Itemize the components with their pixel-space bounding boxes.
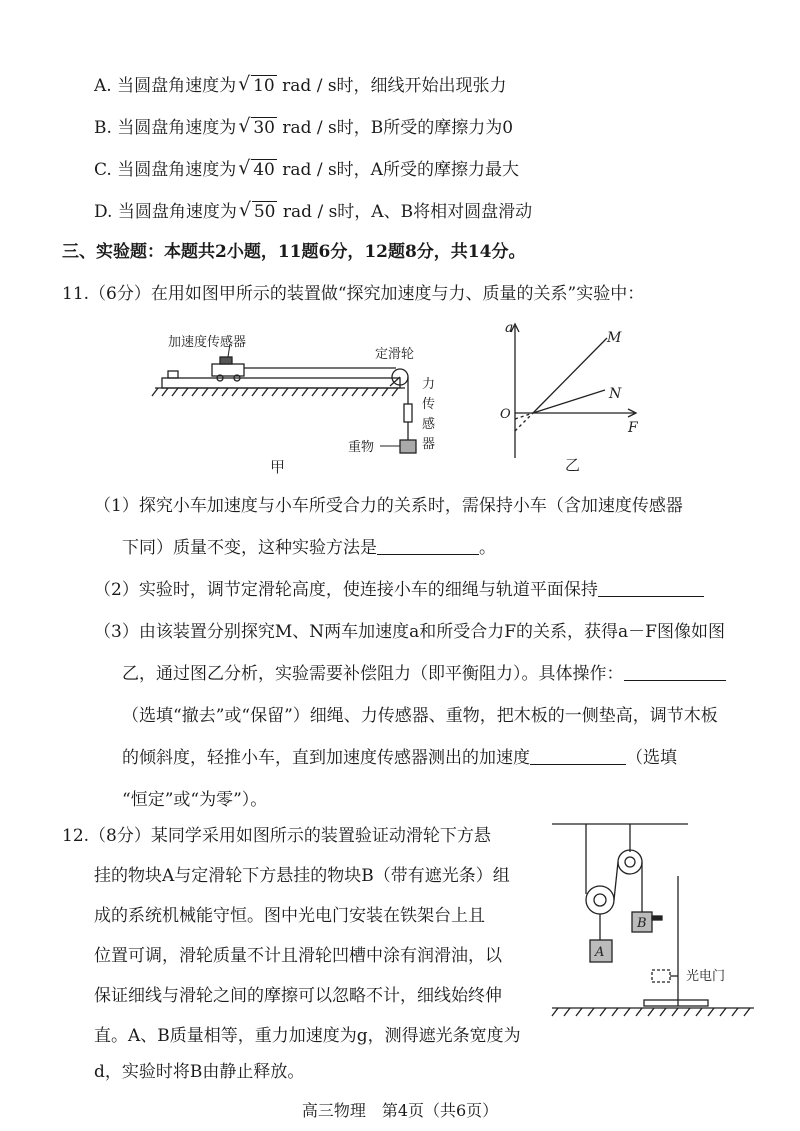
weight-block: [400, 440, 416, 453]
label-force-4: 器: [422, 437, 436, 452]
label-a: A: [595, 945, 605, 960]
q11-stem: 11.（6分）在用如图甲所示的装置做“探究加速度与力、质量的关系”实验中：: [62, 284, 645, 304]
q12-line-3: 成的系统机械能守恒。图中光电门安装在铁架台上且: [94, 906, 485, 926]
board: [162, 378, 400, 388]
answer-blank[interactable]: [377, 536, 479, 555]
q11-part2: （2）实验时，调节定滑轮高度，使连接小车的细绳与轨道平面保持: [94, 578, 704, 602]
cart: [212, 364, 244, 376]
label-fixed-pulley: 定滑轮: [375, 347, 415, 362]
option-c: C. 当圆盘角速度为 √ 40 rad / s时，A所受的摩擦力最大: [94, 157, 519, 180]
q11-part3-line1: （3）由该装置分别探究M、N两车加速度a和所受合力F的关系，获得a－F图像如图: [94, 622, 725, 642]
board-stopper: [168, 371, 178, 378]
q11-part3-line5: “恒定”或“为零”）。: [122, 790, 268, 810]
ground-hatch: [152, 388, 398, 396]
label-b: B: [637, 916, 647, 931]
q11-part3-line4: 的倾斜度，轻推小车，直到加速度传感器测出的加速度 （选填: [122, 748, 677, 768]
section-title: 三、实验题：本题共2小题，11题6分，12题8分，共14分。: [62, 242, 526, 262]
q11-part1-line2: 下同）质量不变，这种实验方法是 。: [122, 538, 496, 558]
caption-jia: 甲: [270, 458, 286, 476]
page-footer: 高三物理 第4页（共6页）: [301, 1101, 499, 1120]
q12-line-4: 位置可调，滑轮质量不计且滑轮凹槽中涂有润滑油，以: [94, 946, 502, 966]
option-b: B. 当圆盘角速度为 √ 30 rad / s时，B所受的摩擦力为0: [94, 115, 514, 138]
q11-part3-line2: 乙，通过图乙分析，实验需要补偿阻力（即平衡阻力）。具体操作：: [122, 662, 726, 686]
sqrt-symbol: √ 40: [238, 157, 275, 180]
label-n: N: [609, 386, 622, 402]
label-photogate: 光电门: [686, 969, 726, 984]
figure-yi: [485, 318, 655, 478]
label-force-2: 传: [422, 397, 436, 412]
figure-q12: [548, 812, 758, 1022]
movable-pulley: [586, 886, 614, 914]
line-m-extension: [515, 413, 533, 431]
light-shield: [652, 916, 662, 920]
stand-base: [644, 1000, 708, 1006]
label-accel-sensor: 加速度传感器: [168, 335, 247, 350]
force-sensor: [404, 404, 412, 422]
option-a: A. 当圆盘角速度为 √ 10 rad / s时，细线开始出现张力: [94, 73, 507, 96]
figure-jia: [150, 320, 460, 480]
label-weight: 重物: [348, 440, 375, 455]
answer-blank[interactable]: [598, 578, 704, 597]
label-force-1: 力: [422, 377, 436, 392]
sqrt-symbol: √ 30: [238, 115, 275, 138]
caption-yi: 乙: [565, 456, 581, 474]
q12-line-1: 12.（8分）某同学采用如图所示的装置验证动滑轮下方悬: [62, 826, 491, 846]
q11-part1-line1: （1）探究小车加速度与小车所受合力的关系时，需保持小车（含加速度传感器: [94, 496, 683, 516]
q12-line-2: 挂的物块A与定滑轮下方悬挂的物块B（带有遮光条）组: [94, 866, 510, 886]
q12-line-7: d，实验时将B由静止释放。: [94, 1062, 305, 1082]
fixed-pulley: [618, 850, 642, 874]
photogate: [652, 970, 670, 982]
q12-line-5: 保证细线与滑轮之间的摩擦可以忽略不计，细线始终伸: [94, 986, 502, 1006]
answer-blank[interactable]: [624, 662, 726, 681]
accel-sensor: [220, 357, 232, 364]
answer-blank[interactable]: [530, 746, 626, 765]
sqrt-symbol: √ 10: [238, 73, 275, 96]
option-d: D. 当圆盘角速度为 √ 50 rad / s时，A、B将相对圆盘滑动: [94, 199, 533, 222]
axis-x-label: F: [628, 420, 638, 436]
line-n-extension: [515, 413, 533, 419]
q11-part3-line3: （选填“撤去”或“保留”）细绳、力传感器、重物，把木板的一侧垫高，调节木板: [122, 706, 718, 726]
axis-y-label: a: [505, 320, 514, 336]
label-m: M: [607, 330, 622, 346]
label-force-3: 感: [422, 417, 436, 432]
sqrt-symbol: √ 50: [238, 199, 276, 222]
q12-line-6: 直。A、B质量相等，重力加速度为g，测得遮光条宽度为: [94, 1026, 521, 1046]
origin-label: O: [500, 407, 511, 422]
